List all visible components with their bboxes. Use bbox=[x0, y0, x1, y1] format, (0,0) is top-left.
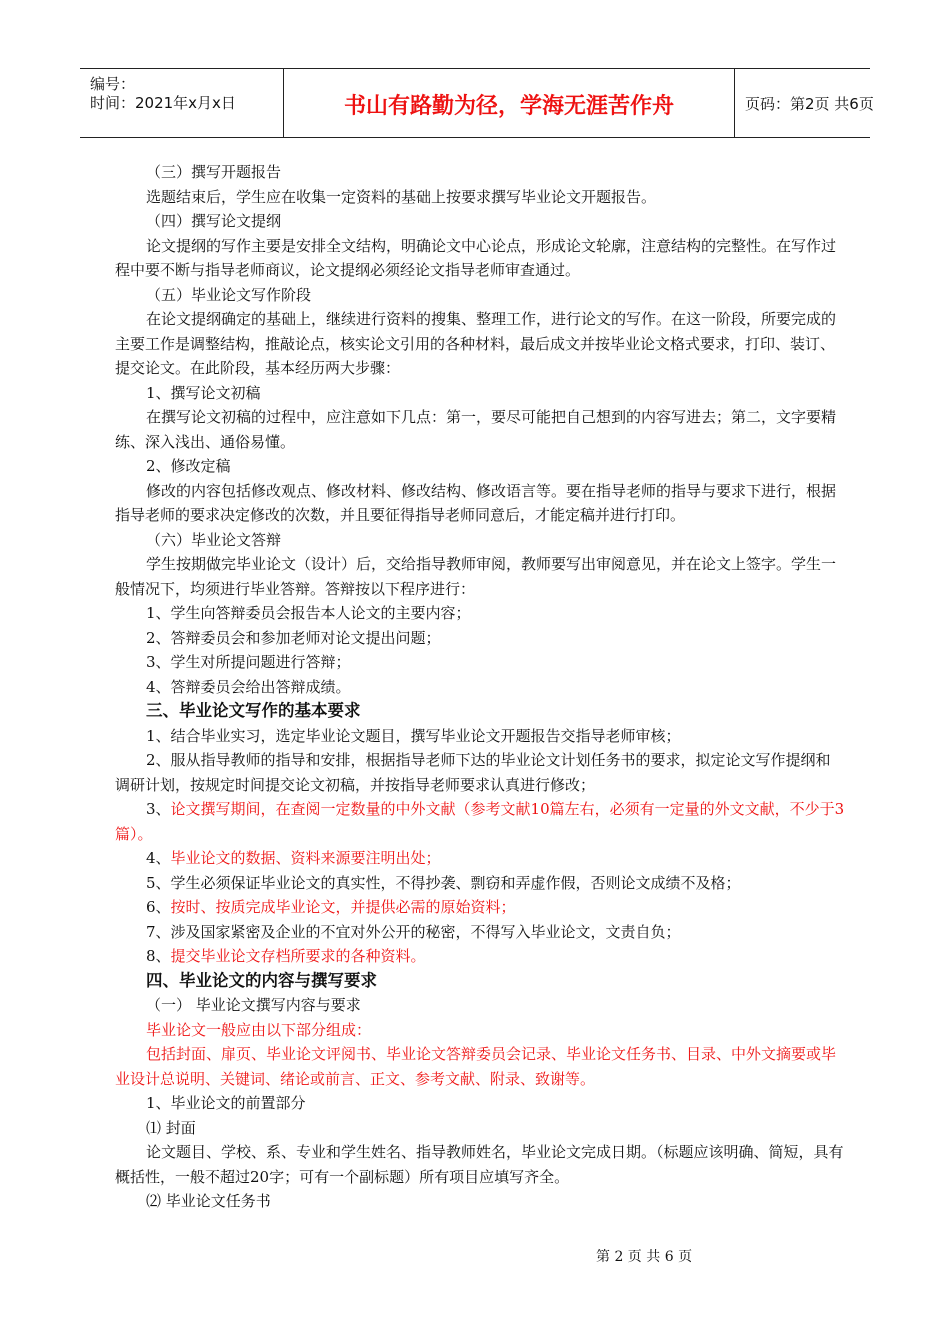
list-item bbox=[115, 797, 845, 846]
list-item: 2、服从指导教师的指导和安排，根据指导老师下达的毕业论文计划任务书的要求，拟定论文写作提纲和调研计划，按规定时间提交论文初稿，并按指导老师要求认真进行修改； bbox=[115, 751, 831, 794]
header-page-cell bbox=[735, 69, 874, 137]
list-item bbox=[115, 895, 845, 920]
subheading-4: （四）撰写论文提纲 bbox=[146, 212, 282, 230]
highlighted-paragraph: 包括封面、扉页、毕业论文评阅书、毕业论文答辩委员会记录、毕业论文任务书、目录、中外文摘要或毕业设计总说明、关键词、绪论或前言、正文、参考文献、附录、致谢等。 bbox=[115, 1045, 837, 1088]
list-item bbox=[115, 944, 845, 969]
step-item: 2、修改定稿 bbox=[146, 457, 231, 475]
document-body bbox=[115, 160, 845, 1214]
subheading: （一） 毕业论文撰写内容与要求 bbox=[146, 996, 361, 1014]
section-heading-3: 三、毕业论文写作的基本要求 bbox=[146, 701, 361, 720]
document-time-label: 时间：2021年x月x日 bbox=[90, 94, 236, 112]
highlighted-paragraph: 毕业论文一般应由以下部分组成： bbox=[146, 1020, 372, 1039]
highlighted-text: 论文撰写期间，在查阅一定数量的中外文献（参考文献10篇左右，必须有一定量的外文文献，不少于3篇）。 bbox=[115, 800, 845, 843]
paragraph: 1、毕业论文的前置部分 bbox=[146, 1094, 306, 1112]
subheading-3: （三）撰写开题报告 bbox=[146, 163, 282, 181]
list-item: 5、学生必须保证毕业论文的真实性，不得抄袭、剽窃和弄虚作假，否则论文成绩不及格； bbox=[146, 873, 741, 892]
list-number: 4、 bbox=[146, 849, 171, 867]
list-number: 6、 bbox=[146, 898, 171, 916]
list-item: 2、答辩委员会和参加老师对论文提出问题； bbox=[146, 628, 441, 647]
highlighted-text: 提交毕业论文存档所要求的各种资料。 bbox=[170, 947, 426, 965]
document-number-label: 编号： bbox=[90, 75, 136, 93]
list-item: 1、学生向答辩委员会报告本人论文的主要内容； bbox=[146, 604, 471, 622]
list-item: 1、结合毕业实习，选定毕业论文题目，撰写毕业论文开题报告交指导老师审核； bbox=[146, 726, 681, 745]
header-motto-cell bbox=[284, 69, 735, 137]
paragraph: 论文题目、学校、系、专业和学生姓名、指导教师姓名，毕业论文完成日期。（标题应该明确、简短，具有概括性，一般不超过20字；可有一个副标题）所有项目应填写齐全。 bbox=[115, 1143, 844, 1186]
list-number: 3、 bbox=[146, 800, 171, 818]
list-item: 7、涉及国家紧密及企业的不宜对外公开的秘密，不得写入毕业论文，文责自负； bbox=[146, 922, 681, 941]
list-number: 8、 bbox=[146, 947, 171, 965]
paragraph: 学生按期做完毕业论文（设计）后，交给指导教师审阅，教师要写出审阅意见，并在论文上签字。学生一般情况下，均须进行毕业答辩。答辩按以下程序进行： bbox=[115, 555, 837, 598]
paragraph: ⑴ 封面 bbox=[146, 1118, 196, 1137]
list-item: 4、答辩委员会给出答辩成绩。 bbox=[146, 677, 351, 696]
page-footer: 第 2 页 共 6 页 bbox=[596, 1249, 693, 1265]
header-page-number: 页码：第2页 共6页 bbox=[745, 95, 874, 113]
section-heading-4: 四、毕业论文的内容与撰写要求 bbox=[146, 970, 377, 990]
paragraph: ⑵ 毕业论文任务书 bbox=[146, 1192, 271, 1210]
paragraph: 在撰写论文初稿的过程中，应注意如下几点：第一，要尽可能把自己想到的内容写进去；第二，文字要精练、深入浅出、通俗易懂。 bbox=[115, 408, 837, 451]
paragraph: 选题结束后，学生应在收集一定资料的基础上按要求撰写毕业论文开题报告。 bbox=[146, 187, 657, 206]
paragraph: 在论文提纲确定的基础上，继续进行资料的搜集、整理工作，进行论文的写作。在这一阶段，所要完成的主要工作是调整结构，推敲论点，核实论文引用的各种材料，最后成文并按毕业论文格式要求，打印、装订、提交论文。在此阶段，基本经历两大步骤： bbox=[115, 310, 837, 377]
highlighted-text: 按时、按质完成毕业论文，并提供必需的原始资料； bbox=[170, 898, 516, 916]
subheading-6: （六）毕业论文答辩 bbox=[146, 530, 282, 549]
paragraph: 修改的内容包括修改观点、修改材料、修改结构、修改语言等。要在指导老师的指导与要求下进行，根据指导老师的要求决定修改的次数，并且要征得指导老师同意后，才能定稿并进行打印。 bbox=[115, 481, 837, 524]
header-motto: 书山有路勤为径，学海无涯苦作舟 bbox=[343, 94, 674, 119]
paragraph: 论文提纲的写作主要是安排全文结构，明确论文中心论点，形成论文轮廓，注意结构的完整性。在写作过程中要不断与指导老师商议，论文提纲必须经论文指导老师审查通过。 bbox=[115, 236, 837, 279]
subheading-5: （五）毕业论文写作阶段 bbox=[146, 285, 312, 304]
header-info-cell bbox=[80, 69, 284, 137]
list-item bbox=[115, 846, 845, 871]
page-header bbox=[80, 68, 874, 138]
highlighted-text: 毕业论文的数据、资料来源要注明出处； bbox=[170, 849, 441, 867]
list-item: 3、学生对所提问题进行答辩； bbox=[146, 653, 351, 671]
step-item: 1、撰写论文初稿 bbox=[146, 383, 261, 402]
